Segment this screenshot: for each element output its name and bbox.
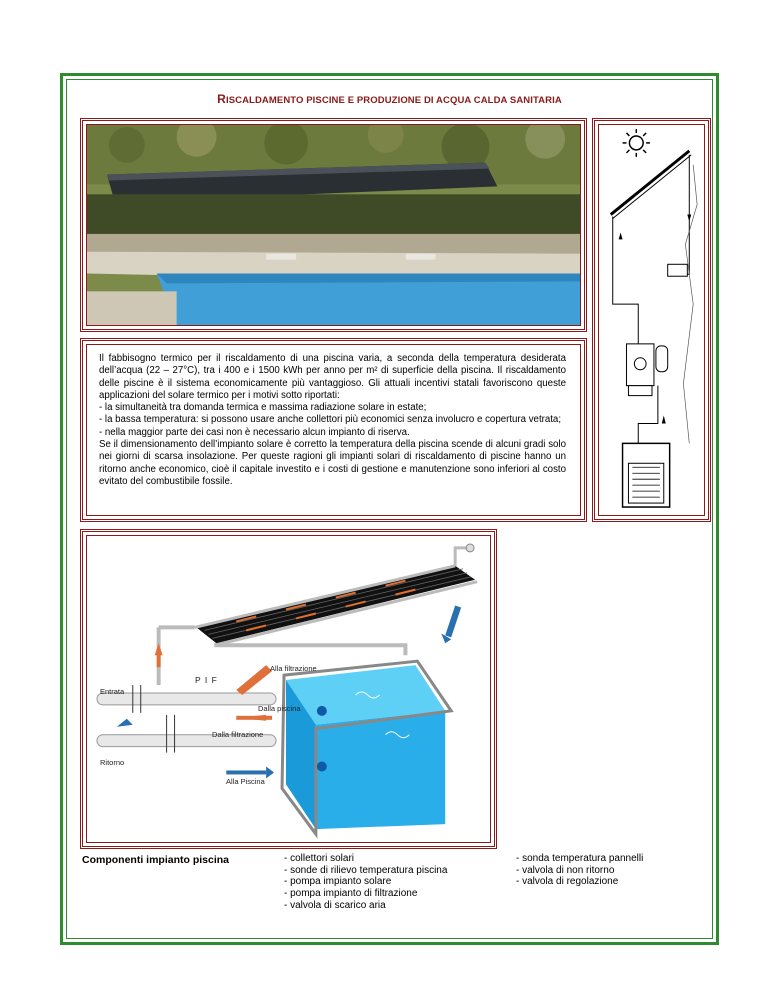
description-text: [99, 353, 566, 488]
list-item: - pompa impianto di filtrazione: [284, 888, 418, 900]
label-alla-filtrazione: Alla filtrazione: [270, 664, 317, 673]
list-item: - collettori solari: [284, 853, 355, 864]
label-pif: P I F: [195, 675, 218, 685]
pool-photo-box: [80, 118, 587, 332]
label-ritorno: Ritorno: [100, 758, 125, 767]
solar-schematic-box: [592, 118, 711, 522]
list-item: - valvola di regolazione: [516, 876, 619, 888]
paragraph-2: Se il dimensionamento dell’impianto solare è corretto la temperatura della piscina scende di alcuni gradi solo nei giorni di scarsa insolazione. Per queste ragioni gli impianti solari di riscaldamento di piscine hanno un ritorno anche economico, cioè il capitale investito e i costi di gestione e manutenzione sono inferiori al costo evitato del combustibile fossile.: [99, 439, 566, 487]
bullet-2: - la bassa temperatura: si possono usare anche collettori più economici senza involucro e copertura vetrata;: [99, 414, 562, 426]
title-initial: R: [217, 92, 226, 106]
list-item: - sonde di rilievo temperatura piscina: [284, 864, 448, 876]
components-title: Componenti impianto piscina: [82, 854, 230, 866]
bullet-1: - la simultaneità tra domanda termica e massima radiazione solare in estate;: [99, 402, 427, 414]
solar-schematic: [599, 125, 704, 515]
label-entrata: Entrata: [100, 687, 125, 696]
label-alla-piscina: Alla Piscina: [226, 777, 265, 786]
label-dalla-piscina: Dalla piscina: [258, 704, 301, 713]
solar-collector: [194, 566, 477, 645]
description-box: [80, 338, 587, 522]
sun-icon: [623, 129, 650, 157]
list-item: - valvola di non ritorno: [516, 864, 615, 876]
title-rest: ISCALDAMENTO PISCINE E PRODUZIONE DI ACQUA CALDA SANITARIA: [225, 95, 562, 106]
pool-diagram-box: [80, 529, 497, 849]
label-dalla-filtrazione: Dalla filtrazione: [212, 730, 264, 739]
components-list-1: [284, 853, 447, 912]
bullet-3: - nella maggior parte dei casi non è necessario alcun impianto di riserva.: [99, 426, 410, 438]
list-item: - pompa impianto solare: [284, 876, 392, 888]
list-item: - sonda temperatura pannelli: [516, 853, 644, 864]
list-item: - valvola di scarico aria: [284, 899, 386, 911]
pool-heating-diagram: [87, 536, 490, 842]
paragraph-1: Il fabbisogno termico per il riscaldamento di una piscina varia, a seconda della temperatura desiderata dell’acqua (22 – 27°C), tra i 400 e i 1500 kWh per anno per m² di superficie della piscina. Il riscaldamento delle piscine è il sistema economicamente più vantaggioso. Gli attuali incentivi statali favoriscono queste applicazioni del solare termico per i motivi sotto riportati:: [99, 353, 566, 401]
page-title: [66, 92, 713, 106]
components-list-2: [516, 853, 643, 888]
pool-basin: [282, 661, 451, 834]
pool-photo: [87, 125, 580, 325]
